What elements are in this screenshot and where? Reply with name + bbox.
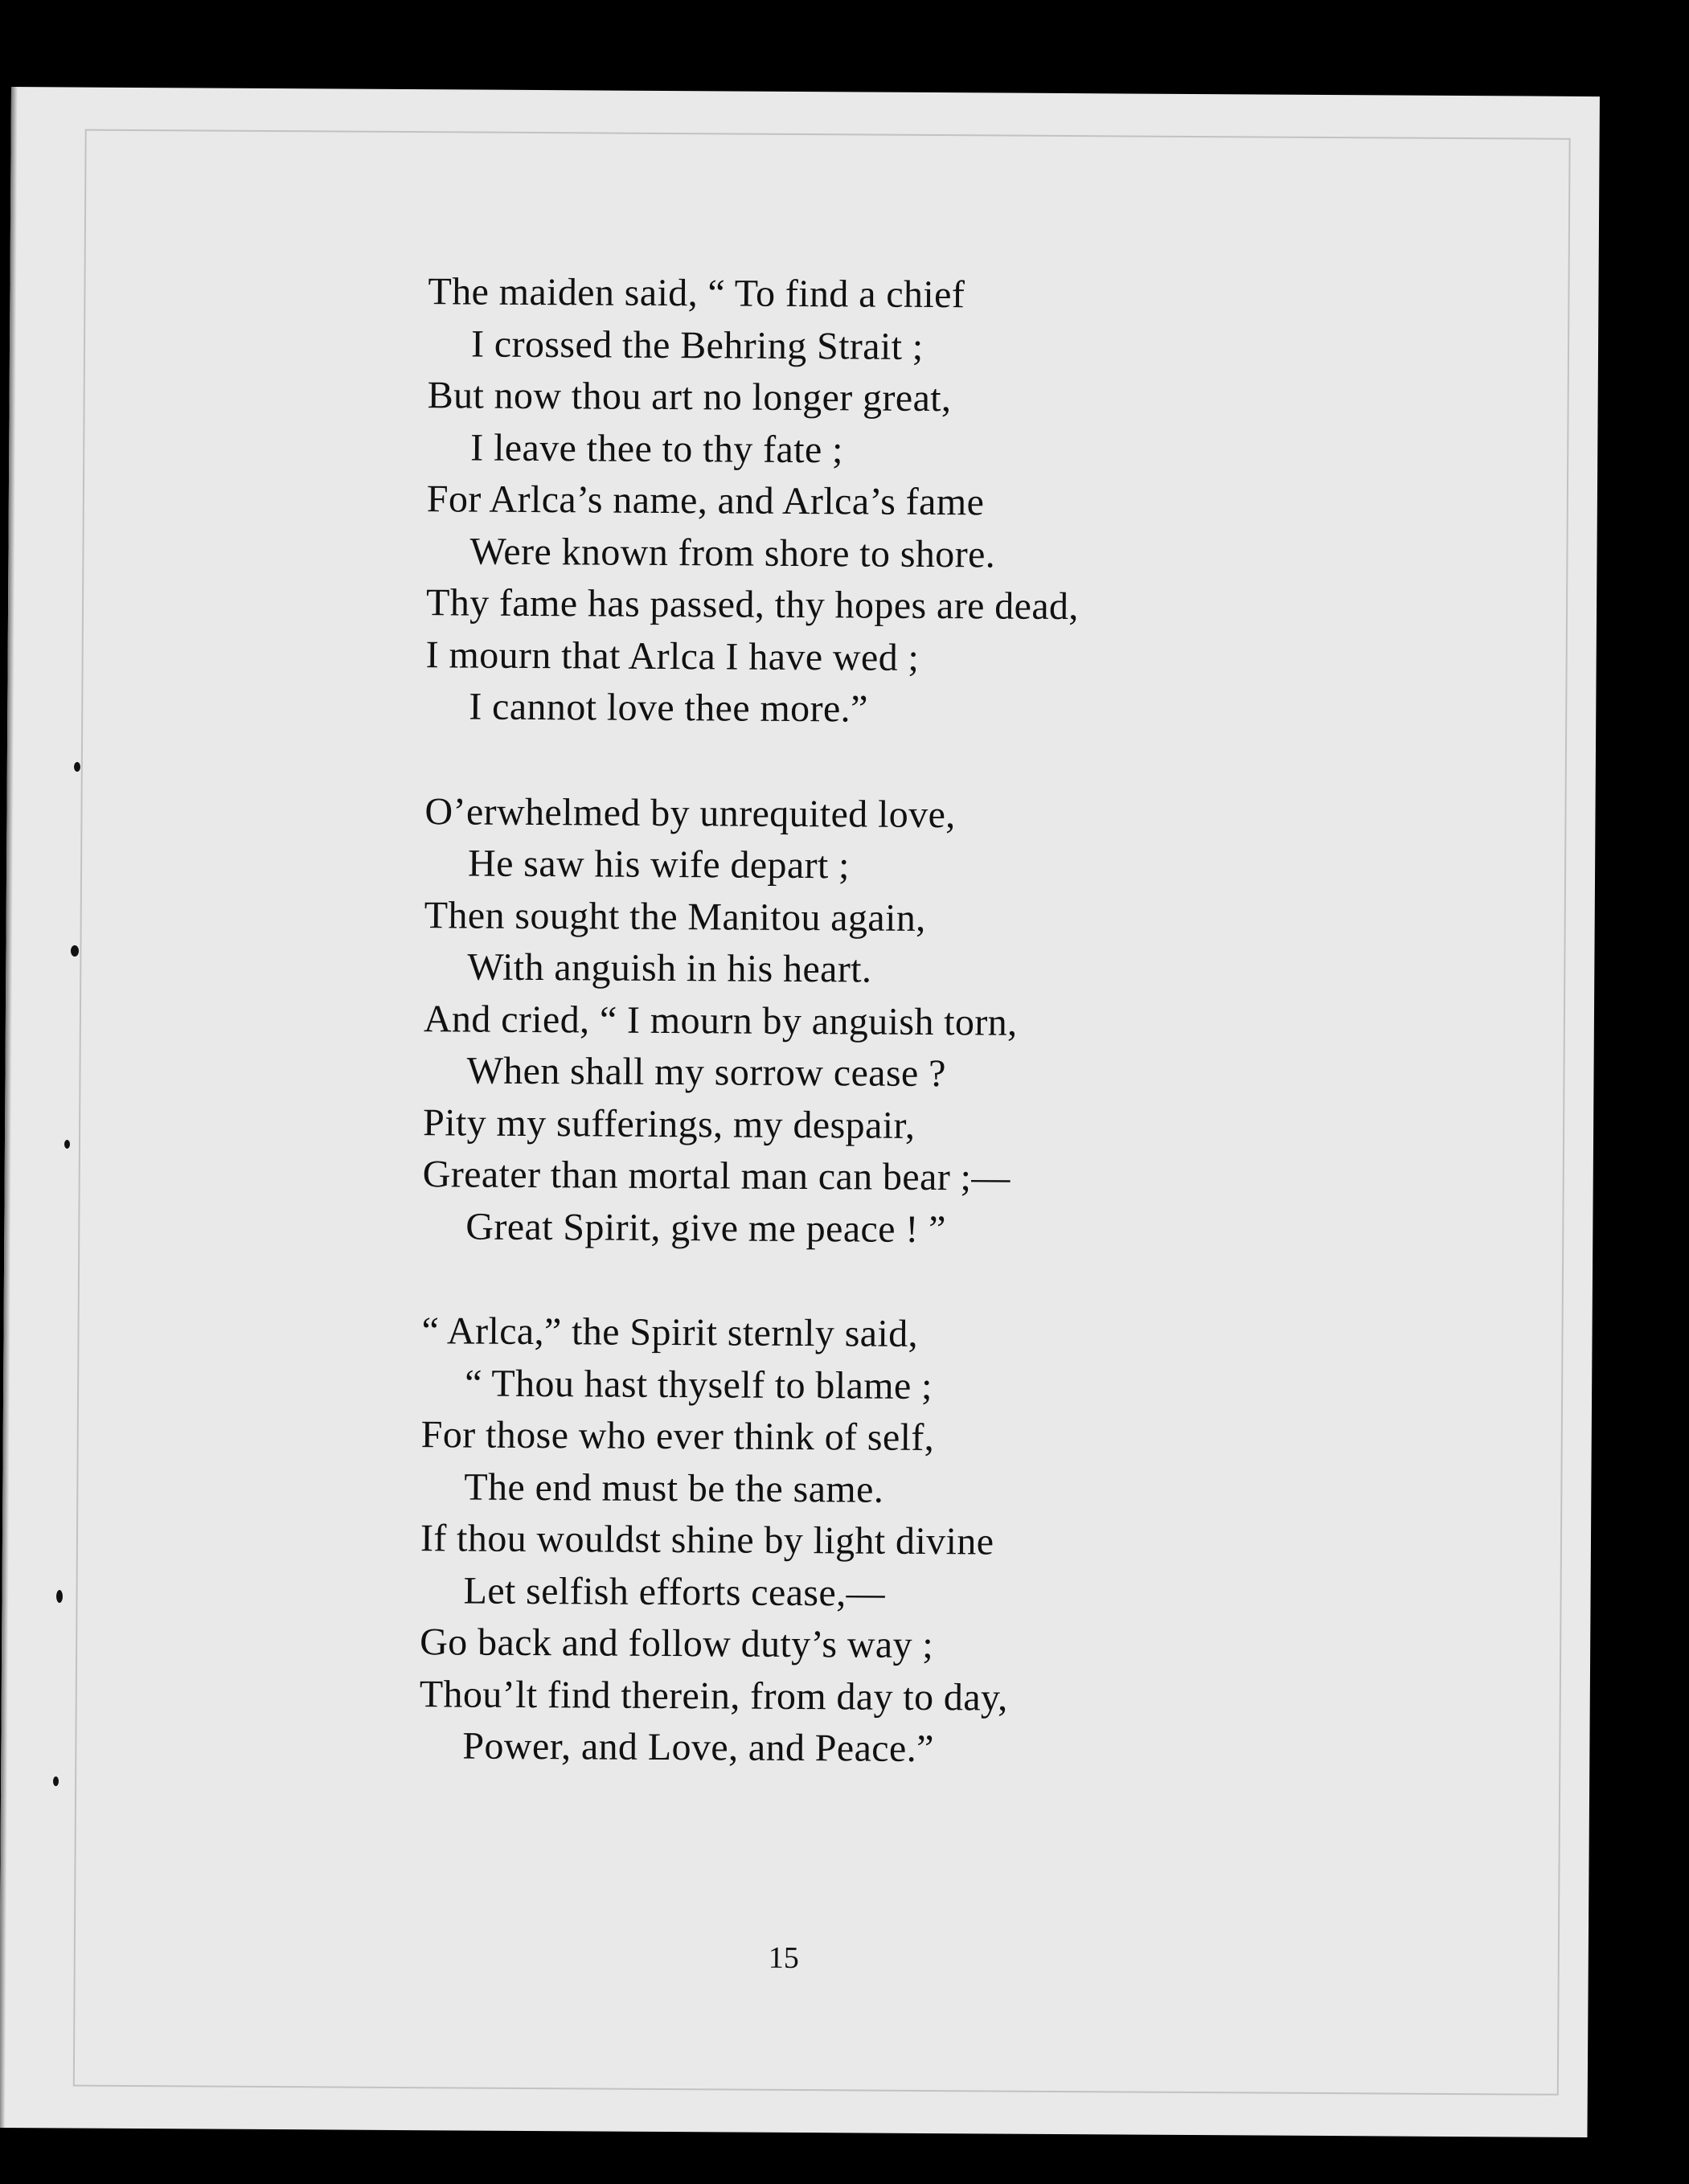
poem-line: Pity my sufferings, my despair, (422, 1100, 916, 1147)
poem-line: The end must be the same. (464, 1465, 884, 1511)
poem-line: The maiden said, “ To find a chief (428, 270, 965, 317)
poem-line: I cannot love thee more.” (469, 685, 868, 731)
stanza-2 (422, 786, 1310, 1258)
scan-speck (56, 1590, 63, 1603)
poem-line: Great Spirit, give me peace ! ” (465, 1204, 946, 1251)
poem-line: Thy fame has passed, thy hopes are dead, (425, 581, 1079, 629)
poem-line: Let selfish efforts cease,— (463, 1568, 886, 1615)
poem-line: If thou wouldst shine by light divine (420, 1517, 994, 1563)
poem-line: Power, and Love, and Peace.” (462, 1724, 934, 1771)
poem-line: Greater than mortal man can bear ;— (422, 1153, 1011, 1199)
poem-line: Go back and follow duty’s way ; (420, 1621, 934, 1667)
poem-line: With anguish in his heart. (467, 945, 872, 991)
scan-speck (74, 762, 80, 772)
poem-line: And cried, “ I mourn by anguish torn, (423, 997, 1018, 1044)
scan-speck (64, 1140, 70, 1149)
poem-line: I crossed the Behring Strait ; (470, 322, 924, 368)
poem-line: I mourn that Arlca I have wed ; (425, 633, 920, 679)
poem-line: I leave thee to thy fate ; (470, 425, 843, 471)
scan-speck (71, 945, 79, 957)
stanza-3 (419, 1305, 1306, 1777)
poem-line: But now thou art no longer great, (427, 374, 952, 420)
poem-line: “ Arlca,” the Spirit sternly said, (421, 1309, 919, 1355)
page-gutter-shadow (0, 87, 18, 2128)
poem-line: He saw his wife depart ; (467, 842, 851, 887)
book-page (0, 87, 1600, 2137)
stanza-1 (425, 266, 1313, 738)
poem-line: For those who ever think of self, (420, 1413, 935, 1460)
poem-line: For Arlca’s name, and Arlca’s fame (426, 477, 985, 524)
page-number: 15 (768, 1940, 799, 1976)
poem-line: “ Thou hast thyself to blame ; (464, 1361, 933, 1408)
poem-line: Thou’lt find therein, from day to day, (419, 1672, 1008, 1719)
poem-line: Were known from shore to shore. (469, 529, 996, 576)
poem-text (419, 266, 1313, 1830)
scan-speck (53, 1776, 59, 1786)
poem-line: When shall my sorrow cease ? (466, 1049, 947, 1096)
poem-line: Then sought the Manitou again, (424, 893, 926, 940)
poem-line: O’erwhelmed by unrequited love, (424, 789, 956, 836)
